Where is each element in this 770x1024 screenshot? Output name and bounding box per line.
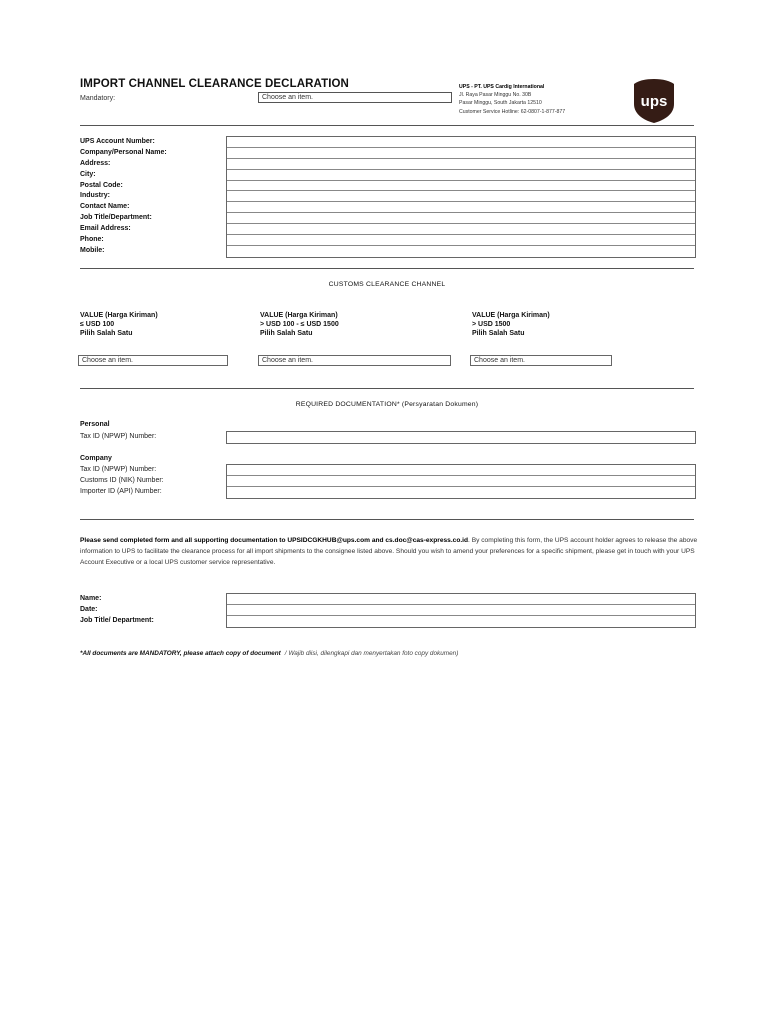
field-label: Importer ID (API) Number: bbox=[80, 487, 162, 495]
field-label: Mobile: bbox=[80, 246, 105, 254]
field-label: Company/Personal Name: bbox=[80, 148, 167, 156]
form-title: IMPORT CHANNEL CLEARANCE DECLARATION bbox=[80, 78, 349, 90]
customs-choice-dropdown-3[interactable]: Choose an item. bbox=[470, 355, 612, 366]
mandatory-label: Mandatory: bbox=[80, 95, 116, 102]
value-label: VALUE (Harga Kiriman) bbox=[472, 312, 550, 319]
choose-one-label: Pilih Salah Satu bbox=[80, 330, 133, 337]
choose-one-label: Pilih Salah Satu bbox=[260, 330, 313, 337]
field-label: Contact Name: bbox=[80, 203, 130, 211]
field-input[interactable] bbox=[227, 213, 695, 224]
personal-labels bbox=[80, 432, 156, 443]
address-company: UPS - PT. UPS Cardig International bbox=[459, 84, 545, 90]
field-input[interactable] bbox=[227, 487, 695, 498]
field-label: Address: bbox=[80, 159, 111, 167]
divider bbox=[80, 388, 694, 389]
field-label: Postal Code: bbox=[80, 181, 123, 189]
address-line3: Customer Service Hotline: 62-0807-1-877-877 bbox=[459, 108, 566, 115]
value-label: VALUE (Harga Kiriman) bbox=[80, 312, 158, 319]
company-heading: Company bbox=[80, 455, 112, 462]
instructions-rest: . By completing this form, the UPS account holder agrees to release the above information to UPS to facilitate the clearance process for all import shipments to the consignee listed above. Should you wish to amend your preferences for a specific shipment, please get in touch with your UPS Account Executive or a local UPS customer service representative. bbox=[80, 537, 698, 566]
field-input[interactable] bbox=[227, 432, 695, 443]
company-labels bbox=[80, 465, 164, 498]
field-label: Name: bbox=[80, 595, 102, 602]
field-label: Job Title/ Department: bbox=[80, 616, 154, 624]
field-label: Tax ID (NPWP) Number: bbox=[80, 466, 157, 473]
footnote-italic: / Wajib diisi, dilengkapi dan menyertakan foto copy dokumen) bbox=[284, 650, 459, 657]
field-label: Industry: bbox=[80, 192, 110, 200]
field-input[interactable] bbox=[227, 202, 695, 213]
company-address bbox=[459, 83, 565, 116]
field-input[interactable] bbox=[227, 246, 695, 257]
field-input[interactable] bbox=[227, 594, 695, 605]
choose-one-label: Pilih Salah Satu bbox=[472, 330, 525, 337]
field-input[interactable] bbox=[227, 170, 695, 181]
field-input[interactable] bbox=[227, 616, 695, 627]
field-input[interactable] bbox=[227, 235, 695, 246]
divider bbox=[80, 125, 694, 126]
address-line1: Jl. Raya Pasar Minggu No. 30B bbox=[459, 92, 532, 99]
address-line2: Pasar Minggu, South Jakarta 12510 bbox=[459, 100, 542, 107]
field-label: Customs ID (NIK) Number: bbox=[80, 476, 164, 484]
field-label: Email Address: bbox=[80, 225, 131, 233]
field-label: Tax ID (NPWP) Number: bbox=[80, 433, 157, 440]
footnote bbox=[80, 650, 458, 657]
field-input[interactable] bbox=[227, 137, 695, 148]
personal-fields-table bbox=[226, 431, 696, 444]
value-range: > USD 1500 bbox=[472, 321, 511, 328]
field-label: City: bbox=[80, 170, 96, 178]
divider bbox=[80, 268, 694, 269]
field-input[interactable] bbox=[227, 148, 695, 159]
logo-text: ups bbox=[640, 93, 668, 110]
personal-heading: Personal bbox=[80, 421, 110, 428]
signoff-labels bbox=[80, 594, 154, 627]
footnote-bold: *All documents are MANDATORY, please attach copy of document bbox=[80, 650, 281, 657]
customs-col-1 bbox=[80, 312, 255, 337]
documentation-section-title: REQUIRED DOCUMENTATION* (Persyaratan Dokumen) bbox=[295, 401, 479, 408]
divider bbox=[80, 519, 694, 520]
ups-logo bbox=[632, 78, 676, 124]
value-range: ≤ USD 100 bbox=[80, 321, 115, 328]
instructions-paragraph bbox=[80, 535, 700, 568]
field-input[interactable] bbox=[227, 605, 695, 616]
account-labels bbox=[80, 137, 167, 257]
instructions-bold: Please send completed form and all supporting documentation to UPSIDCGKHUB@ups.com and cs.doc@cas-express.co.id bbox=[80, 537, 469, 544]
field-label: UPS Account Number: bbox=[80, 138, 155, 145]
field-input[interactable] bbox=[227, 476, 695, 487]
field-input[interactable] bbox=[227, 191, 695, 202]
customs-section-title: CUSTOMS CLEARANCE CHANNEL bbox=[328, 281, 446, 288]
field-label: Phone: bbox=[80, 236, 104, 244]
value-range: > USD 100 - ≤ USD 1500 bbox=[260, 321, 339, 328]
field-input[interactable] bbox=[227, 159, 695, 170]
mandatory-dropdown[interactable]: Choose an item. bbox=[258, 92, 452, 103]
customs-choice-dropdown-1[interactable]: Choose an item. bbox=[78, 355, 228, 366]
field-label: Job Title/Department: bbox=[80, 214, 152, 222]
account-fields-table bbox=[226, 136, 696, 258]
customs-col-3 bbox=[472, 312, 662, 337]
signoff-fields-table bbox=[226, 593, 696, 628]
value-label: VALUE (Harga Kiriman) bbox=[260, 312, 338, 319]
company-fields-table bbox=[226, 464, 696, 499]
field-label: Date: bbox=[80, 605, 98, 613]
customs-col-2 bbox=[260, 312, 450, 337]
field-input[interactable] bbox=[227, 181, 695, 192]
field-input[interactable] bbox=[227, 465, 695, 476]
field-input[interactable] bbox=[227, 224, 695, 235]
customs-choice-dropdown-2[interactable]: Choose an item. bbox=[258, 355, 451, 366]
